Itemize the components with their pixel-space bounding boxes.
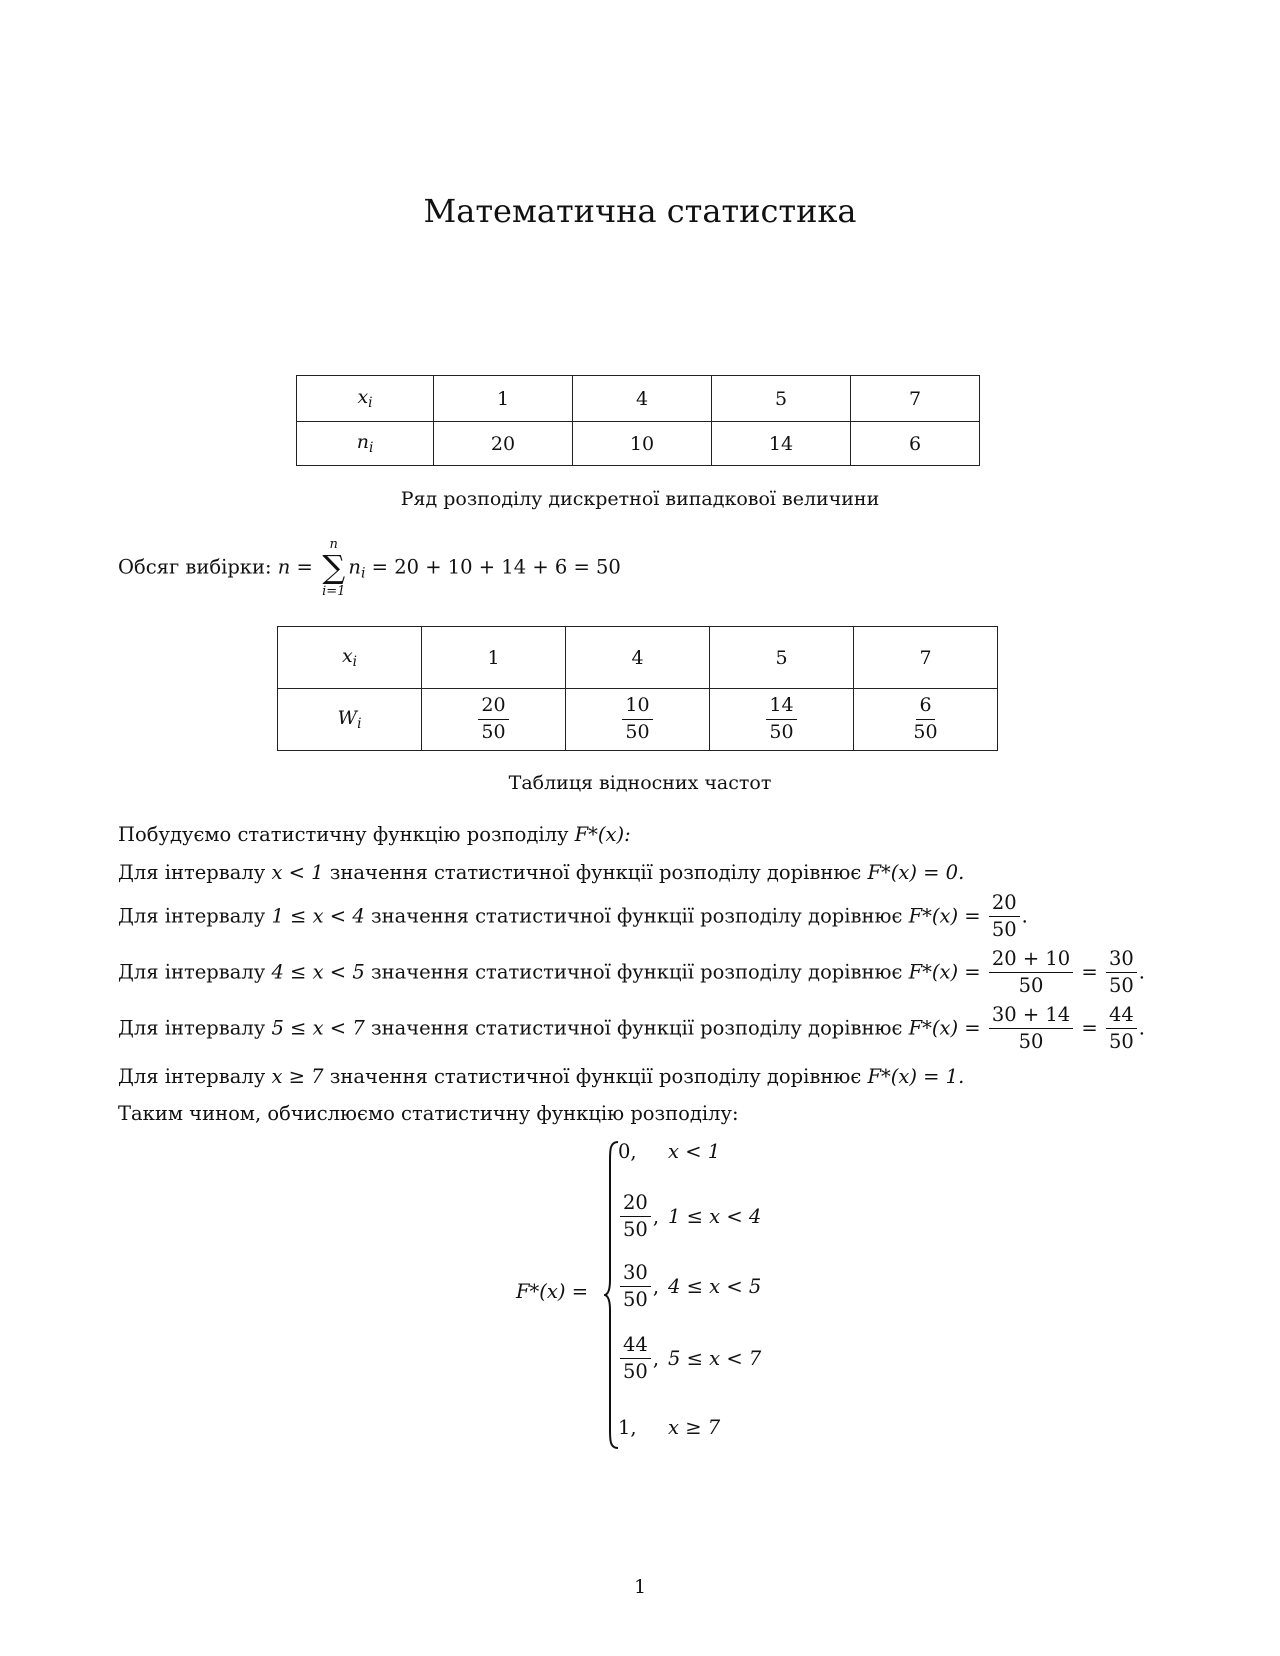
row-label: $W_i$ [278, 689, 422, 751]
table-cell: 7 [854, 627, 998, 689]
interval-line: Для інтервалу x < 1 значення статистичної функції розподілу дорівнює F*(x) = 0. [118, 861, 965, 884]
piecewise-lhs: F*(x) = [516, 1280, 589, 1303]
row-label: $x_i$ [297, 376, 434, 422]
page-number: 1 [633, 1576, 647, 1598]
page-title: Математична статистика [423, 192, 857, 230]
table-cell: 14 [712, 422, 851, 466]
table-cell: $\frac{10}{50}$ [566, 689, 710, 751]
case-row: 0, x < 1 [618, 1140, 721, 1163]
row-label: $x_i$ [278, 627, 422, 689]
interval-line: Для інтервалу x ≥ 7 значення статистичної функції розподілу дорівнює F*(x) = 1. [118, 1065, 965, 1088]
table-cell: 10 [573, 422, 712, 466]
table-row [278, 689, 998, 751]
sample-size-line: Обсяг вибірки: n = n ∑ i=1 $n_i = 20 + 10 + 14 + 6 = 50$ [118, 537, 621, 599]
table-cell: $\frac{14}{50}$ [710, 689, 854, 751]
table-row [278, 627, 998, 689]
case-row: 1, x ≥ 7 [618, 1416, 721, 1439]
table-cell: 6 [851, 422, 980, 466]
table-cell: 1 [422, 627, 566, 689]
table-cell: 4 [566, 627, 710, 689]
table-cell: 5 [710, 627, 854, 689]
sum-symbol: n ∑ i=1 [322, 537, 346, 599]
relative-frequency-table [277, 626, 998, 751]
case-row: $\frac{30}{50}$ , 4 ≤ x < 5 [618, 1262, 761, 1312]
table-caption: Ряд розподілу дискретної випадкової величини [400, 488, 880, 510]
case-row: $\frac{44}{50}$ , 5 ≤ x < 7 [618, 1334, 761, 1384]
table-cell: 1 [434, 376, 573, 422]
interval-line: Для інтервалу 5 ≤ x < 7 значення статистичної функції розподілу дорівнює F*(x) = $\frac{30 + 14}{50}$ = $\frac{44}{50}$ . [118, 1003, 1145, 1054]
conclusion-line: Таким чином, обчислюємо статистичну функцію розподілу: [118, 1102, 739, 1125]
build-line: Побудуємо статистичну функцію розподілу F*(x): [118, 823, 631, 846]
table-cell: $\frac{20}{50}$ [422, 689, 566, 751]
table-cell: $\frac{6}{50}$ [854, 689, 998, 751]
table-row [297, 422, 980, 466]
interval-line: Для інтервалу 1 ≤ x < 4 значення статистичної функції розподілу дорівнює F*(x) = $\frac{20}{50}$ . [118, 891, 1028, 942]
row-label: $n_i$ [297, 422, 434, 466]
interval-line: Для інтервалу 4 ≤ x < 5 значення статистичної функції розподілу дорівнює F*(x) = $\frac{20 + 10}{50}$ = $\frac{30}{50}$ . [118, 947, 1145, 998]
table-cell: 20 [434, 422, 573, 466]
table-caption: Таблиця відносних частот [508, 772, 772, 794]
table-row [297, 376, 980, 422]
distribution-table [296, 375, 980, 466]
case-row: $\frac{20}{50}$ , 1 ≤ x < 4 [618, 1192, 761, 1242]
table-cell: 7 [851, 376, 980, 422]
table-cell: 4 [573, 376, 712, 422]
table-cell: 5 [712, 376, 851, 422]
